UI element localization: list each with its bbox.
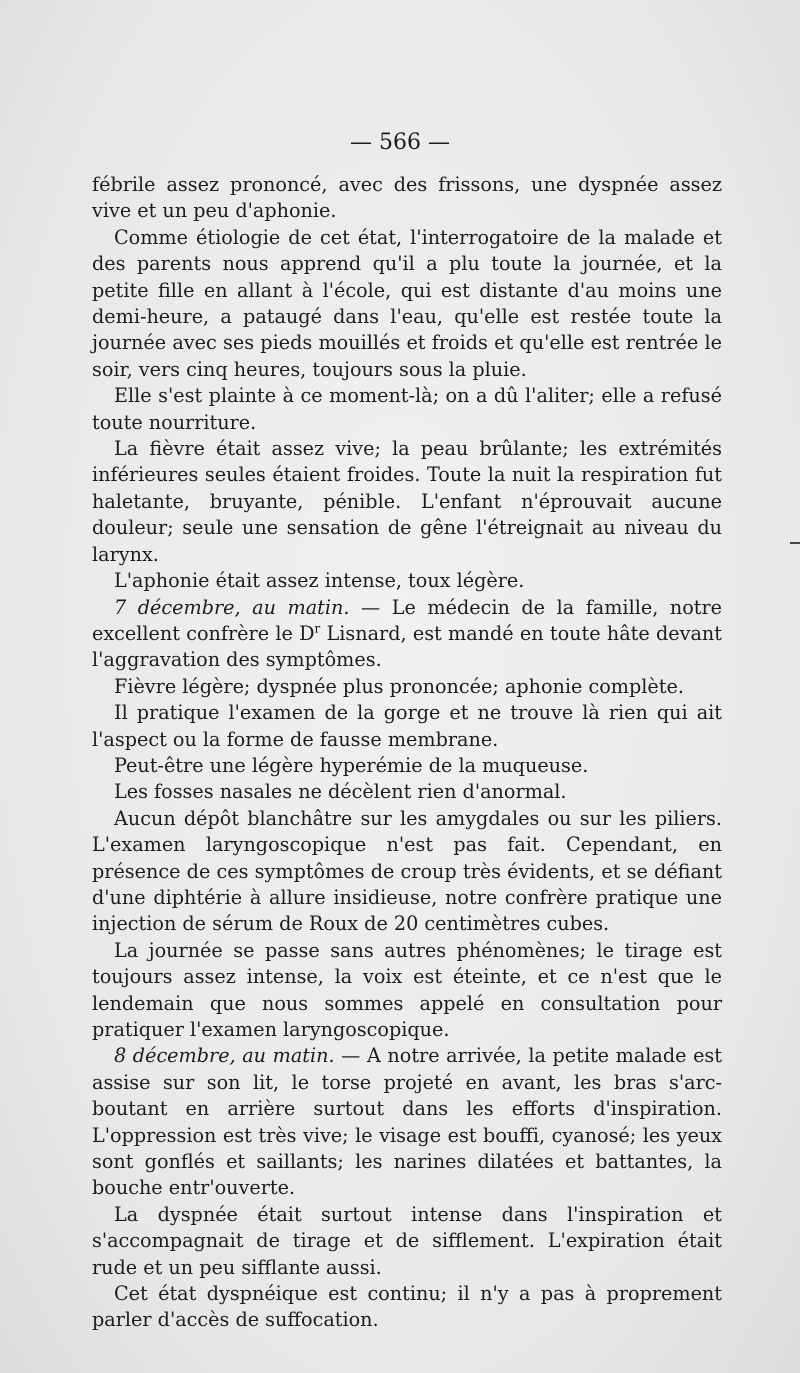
paragraph: fébrile assez prononcé, avec des frissons, une dyspnée assez vive et un peu d'aphonie. [92, 173, 722, 223]
paragraph: La journée se passe sans autres phénomènes; le tirage est toujours assez intense, la voix est éteinte, et ce n'est que le lendemain que nous sommes appelé en consultation pour pratiquer l'examen laryngoscopique. [92, 938, 722, 1041]
paragraph: Peut-être une légère hyperémie de la muqueuse. [114, 753, 589, 777]
paragraph-dated [92, 595, 722, 674]
date-heading: 7 décembre, au matin. [114, 595, 350, 619]
paragraph-text: — Le médecin de la famille, notre excellent confrère le D [92, 595, 722, 645]
paragraph-dated [92, 1043, 722, 1201]
date-heading: 8 décembre, au matin. [114, 1044, 335, 1068]
paragraph: Cet état dyspnéique est continu; il n'y a pas à proprement parler d'accès de suffocation. [92, 1282, 722, 1332]
paragraph: La fièvre était assez vive; la peau brûlante; les extrémités inférieures seules étaient froides. Toute la nuit la respiration fut haletante, bruyante, pénible. L'enfant n'éprouvait aucune douleur; seule une sensation de gêne l'étreignait au niveau du larynx. [92, 437, 722, 566]
paragraph: La dyspnée était surtout intense dans l'inspiration et s'accompagnait de tirage et de sifflement. L'expiration était rude et un peu sifflante aussi. [92, 1202, 722, 1279]
superscript: r [314, 621, 321, 636]
paragraph: Les fosses nasales ne décèlent rien d'anormal. [114, 780, 567, 804]
paragraph: L'aphonie était assez intense, toux légère. [114, 569, 525, 593]
paragraph: Aucun dépôt blanchâtre sur les amygdales ou sur les piliers. L'examen laryngoscopique n'est pas fait. Cependant, en présence de ces symptômes de croup très évidents, et se défiant d'une diphtérie à allure insidieuse, notre confrère pratique une injection de sérum de Roux de 20 centimètres cubes. [92, 806, 722, 936]
paragraph-text: — A notre arrivée, la petite malade est assise sur son lit, le torse projeté en avant, les bras s'arc-boutant en arrière surtout dans les efforts d'inspiration. L'oppression est très vive; le visage est bouffi, cyanosé; les yeux sont gonflés et saillants; les narines dilatées et battantes, la bouche entr'ouverte. [92, 1044, 722, 1200]
paragraph: Elle s'est plainte à ce moment-là; on a dû l'aliter; elle a refusé toute nourriture. [92, 384, 722, 434]
paragraph: Il pratique l'examen de la gorge et ne trouve là rien qui ait l'aspect ou la forme de fausse membrane. [92, 701, 722, 751]
paragraph: Fièvre légère; dyspnée plus prononcée; aphonie complète. [114, 674, 684, 698]
paragraph: Comme étiologie de cet état, l'interrogatoire de la malade et des parents nous apprend qu'il a plu toute la journée, et la petite fille en allant à l'école, qui est distante d'au moins une demi-heure, a pataugé dans l'eau, qu'elle est restée toute la journée avec ses pieds mouillés et froids et qu'elle est rentrée le soir, vers cinq heures, toujours sous la pluie. [92, 225, 722, 381]
paragraph-text: Lisnard, est mandé en toute hâte devant l'aggravation des symptômes. [92, 621, 722, 672]
page-number: — 566 — [350, 130, 450, 155]
margin-mark [790, 542, 800, 544]
body-text [92, 172, 722, 1334]
